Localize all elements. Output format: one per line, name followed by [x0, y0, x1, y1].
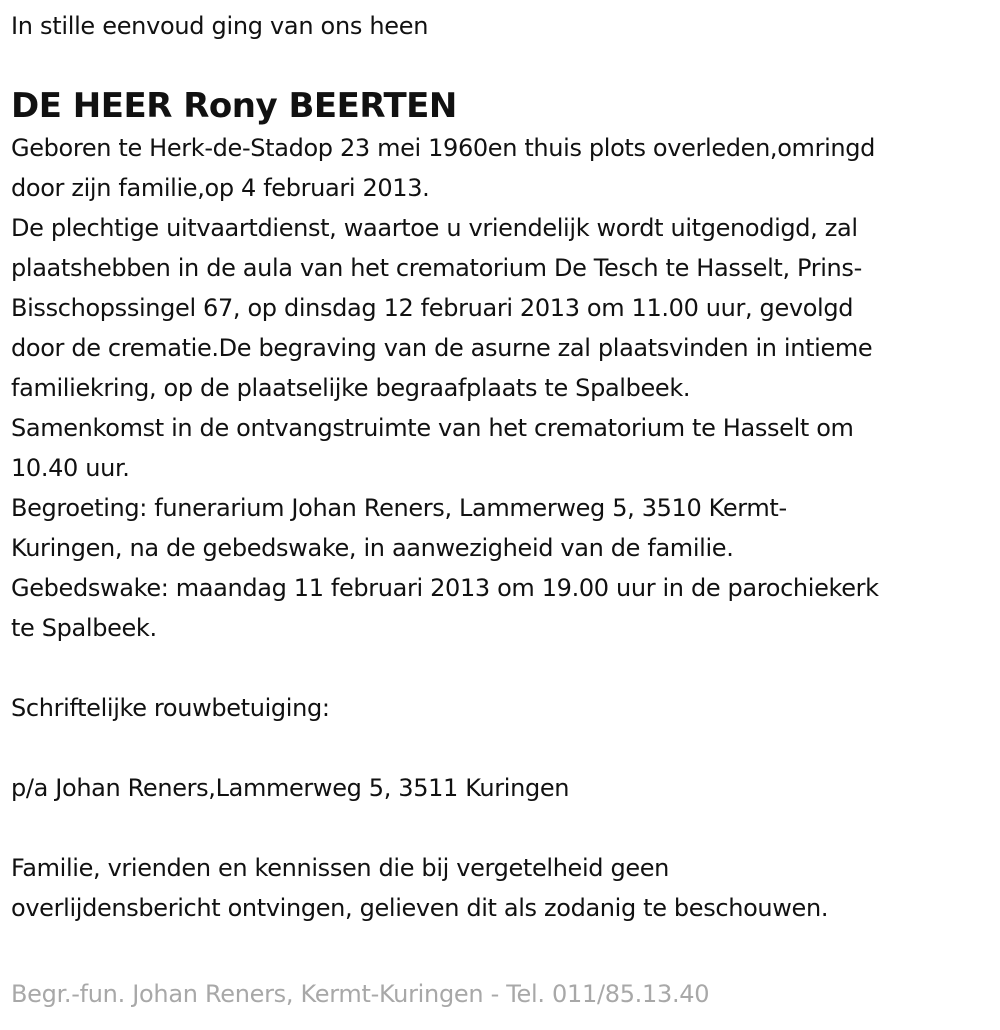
body-line: door de crematie.De begraving van de asurne zal plaatsvinden in intieme: [11, 334, 873, 362]
body-line: te Spalbeek.: [11, 614, 157, 642]
body-line: Begroeting: funerarium Johan Reners, Lammerweg 5, 3510 Kermt-: [11, 494, 787, 522]
body-line: Gebedswake: maandag 11 februari 2013 om 19.00 uur in de parochiekerk: [11, 574, 879, 602]
funeral-home-footer: Begr.-fun. Johan Reners, Kermt-Kuringen - Tel. 011/85.13.40: [11, 980, 710, 1008]
notice-text: [11, 848, 990, 928]
body-line: Geboren te Herk-de-Stadop 23 mei 1960en thuis plots overleden,omringd: [11, 134, 876, 162]
condolence-label: Schriftelijke rouwbetuiging:: [11, 694, 330, 722]
spacer: [11, 648, 990, 688]
deceased-name: DE HEER Rony BEERTEN: [11, 86, 457, 126]
notice-line: overlijdensbericht ontvingen, gelieven dit als zodanig te beschouwen.: [11, 894, 829, 922]
body-line: 10.40 uur.: [11, 454, 130, 482]
spacer: [11, 728, 990, 768]
body-line: plaatshebben in de aula van het crematorium De Tesch te Hasselt, Prins-: [11, 254, 862, 282]
obituary-body: [11, 128, 990, 648]
spacer: [11, 808, 990, 848]
body-line: Kuringen, na de gebedswake, in aanwezigheid van de familie.: [11, 534, 734, 562]
body-line: Bisschopssingel 67, op dinsdag 12 februari 2013 om 11.00 uur, gevolgd: [11, 294, 854, 322]
body-line: door zijn familie,op 4 februari 2013.: [11, 174, 430, 202]
notice-line: Familie, vrienden en kennissen die bij vergetelheid geen: [11, 854, 670, 882]
body-line: De plechtige uitvaartdienst, waartoe u vriendelijk wordt uitgenodigd, zal: [11, 214, 858, 242]
intro-text: In stille eenvoud ging van ons heen: [11, 12, 429, 40]
body-line: Samenkomst in de ontvangstruimte van het crematorium te Hasselt om: [11, 414, 854, 442]
condolence-address: p/a Johan Reners,Lammerweg 5, 3511 Kuringen: [11, 774, 570, 802]
body-line: familiekring, op de plaatselijke begraafplaats te Spalbeek.: [11, 374, 691, 402]
